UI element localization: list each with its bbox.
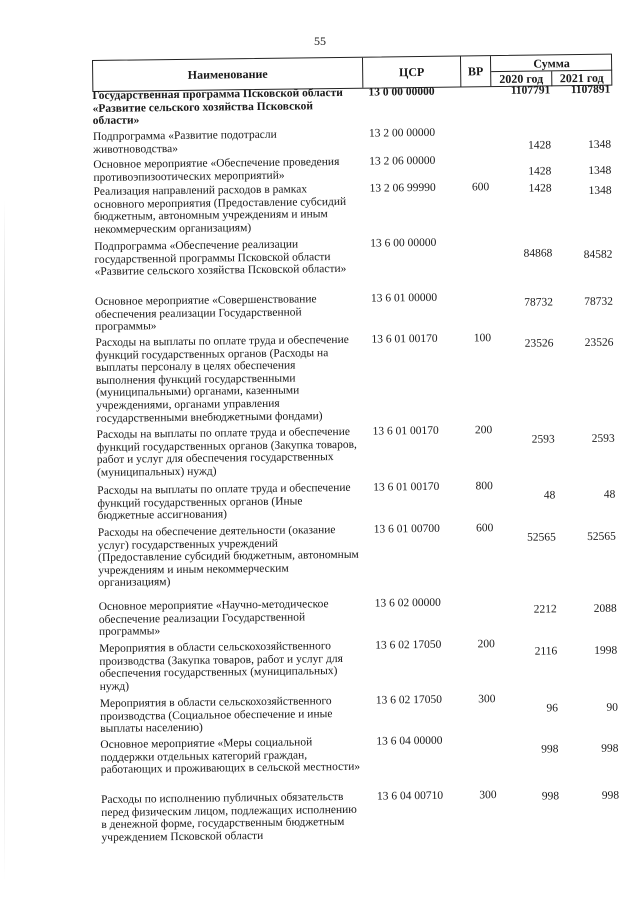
row-sum-2020: 2593 (531, 433, 555, 446)
row-csr: 13 6 01 00170 (371, 332, 438, 346)
row-name: Расходы на выплаты по оплате труда и обеспечение функций государственных органов (Расходы на выплаты персоналу в целях обеспечения выполнения функций государственными (муниципальными) органами, казенными учреждениями, органами управления государственными внебюджетными фондами) (95, 333, 349, 425)
row-sum-2021: 23526 (584, 336, 614, 350)
row-csr: 13 6 04 00710 (376, 789, 444, 803)
header-sum (491, 55, 612, 86)
budget-table (92, 54, 620, 844)
row-vr: 100 (473, 332, 492, 345)
row-sum-2020: 1428 (528, 182, 552, 195)
row-sum-2021: 1998 (594, 644, 618, 657)
row-sum-2021: 1107891 (570, 83, 611, 97)
row-name: Подпрограмма «Развитие подотрасли животноводства» (92, 128, 277, 156)
row-sum-2020: 23526 (524, 337, 554, 350)
row-csr: 13 6 02 17050 (375, 693, 443, 707)
row-sum-2021: 2593 (591, 432, 615, 445)
row-sum-2021: 52565 (587, 530, 616, 543)
row-csr: 13 2 06 99990 (369, 181, 436, 195)
row-name: Расходы на выплаты по оплате труда и обеспечение функций государственных органов (Иные бюджетные ассигнования) (97, 481, 351, 523)
row-name: Расходы на выплаты по оплате труда и обеспечение функций государственных органов (Закупка товаров, работ и услуг для обеспечения государственных (муниципальных) нужд) (96, 425, 357, 479)
row-sum-2021: 998 (601, 789, 620, 802)
row-csr: 13 6 01 00000 (370, 291, 438, 305)
table-row (99, 692, 620, 736)
row-sum-2020: 998 (541, 743, 559, 756)
row-name: Мероприятия в области сельскохозяйственного производства (Социальное обеспечение и иные выплаты населению) (99, 695, 333, 736)
header-vr: ВР (461, 56, 491, 86)
row-sum-2020: 1428 (528, 139, 552, 152)
table-row (97, 479, 617, 523)
row-sum-2021: 78732 (584, 295, 614, 309)
header-csr: ЦСР (363, 56, 461, 87)
header-year-2021: 2021 год (559, 70, 604, 86)
row-csr: 13 0 00 00000 (368, 85, 435, 99)
row-csr: 13 6 00 00000 (370, 236, 437, 250)
row-sum-2020: 84868 (523, 247, 553, 260)
row-name: Основное мероприятие «Научно-методическое обеспечение реализации Государственной программы» (98, 598, 329, 639)
table-row (98, 595, 619, 639)
table-row (94, 290, 615, 334)
row-sum-2020: 78732 (524, 296, 554, 309)
row-name: Основное мероприятие «Совершенствование обеспечения реализации Государственной программы» (94, 293, 317, 334)
row-sum-2020: 48 (543, 489, 556, 502)
row-sum-2021: 998 (601, 742, 619, 755)
row-sum-2021: 1348 (588, 184, 612, 197)
row-name: Расходы на обеспечение деятельности (оказание услуг) государственных учреждений (Предоставление субсидий бюджетным, автономным учреждениям и иным некоммерческим организациям) (97, 524, 359, 590)
row-vr: 200 (477, 638, 495, 651)
row-vr: 600 (476, 522, 494, 535)
row-csr: 13 6 01 00170 (372, 424, 439, 438)
row-csr: 13 2 00 00000 (368, 126, 436, 140)
row-name: Расходы по исполнению публичных обязательств перед физическим лицом, подлежащих исполнению в денежной форме, государственным бюджетным учреждением Псковской области (100, 790, 357, 844)
row-sum-2020: 96 (546, 702, 559, 715)
row-csr: 13 6 01 00170 (373, 480, 440, 494)
row-sum-2021: 2088 (593, 602, 617, 615)
row-vr: 600 (471, 181, 490, 194)
row-vr: 200 (474, 424, 493, 437)
row-vr: 300 (478, 693, 496, 706)
row-name: Реализация направлений расходов в рамках основного мероприятия (Предоставление субсидий бюджетным, автономным учреждениям и иным некоммерческим организациям) (93, 183, 347, 236)
header-year-2020: 2020 год (491, 71, 552, 87)
row-sum-2020: 2116 (534, 645, 558, 658)
row-sum-2020: 52565 (527, 531, 556, 544)
row-csr: 13 6 01 00700 (373, 522, 440, 536)
row-vr: 800 (475, 480, 493, 493)
row-csr: 13 6 02 00000 (374, 596, 441, 610)
row-sum-2020: 1428 (528, 165, 552, 178)
table-row (94, 235, 614, 279)
row-name: Основное мероприятие «Меры социальной поддержки отдельных категорий граждан, работающих и проживающих в сельской местности» (100, 736, 361, 777)
row-name: Мероприятия в области сельскохозяйственного производства (Закупка товаров, работ и услуг для обеспечения государственных (муниципальных) нужд) (99, 640, 343, 693)
row-csr: 13 6 02 17050 (375, 638, 442, 652)
row-sum-2021: 90 (606, 701, 619, 714)
row-vr: 300 (479, 789, 497, 802)
row-sum-2020: 1107791 (510, 84, 551, 97)
row-csr: 13 6 04 00000 (376, 734, 443, 748)
row-sum-2021: 1348 (588, 164, 612, 177)
row-sum-2020: 998 (541, 790, 560, 803)
page-number: 55 (314, 34, 326, 48)
header-sum-title: Сумма (533, 56, 570, 71)
row-sum-2021: 48 (603, 488, 616, 501)
row-csr: 13 2 06 00000 (369, 154, 436, 168)
row-sum-2021: 84582 (583, 248, 613, 262)
row-name: Государственная программа Псковской области «Развитие сельского хозяйства Псковской области» (92, 86, 343, 128)
header-name: Наименование (93, 58, 363, 91)
row-sum-2020: 2212 (533, 603, 557, 616)
table-row (100, 788, 621, 844)
row-sum-2021: 1348 (588, 138, 612, 151)
row-name: Основное мероприятие «Обеспечение проведения противоэпизоотических мероприятий» (93, 155, 340, 184)
scan-edge-shadow (4, 200, 5, 880)
row-name: Подпрограмма «Обеспечение реализации государственной программы Псковской области «Развитие сельского хозяйства Псковской области» (94, 238, 347, 279)
